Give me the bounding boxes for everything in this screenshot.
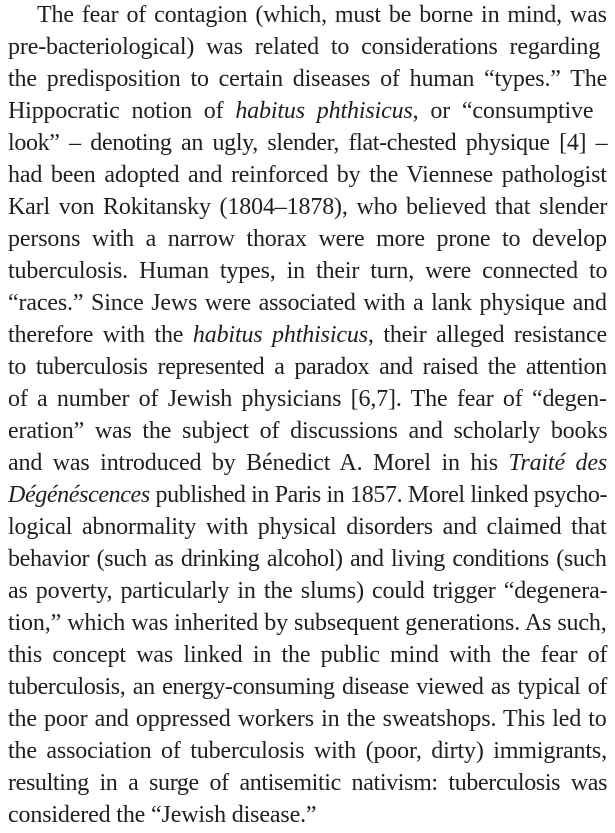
text-run: Hippocratic notion of <box>8 98 236 124</box>
text-run: Karl von Rokitansky (1804–1878), who believed that slender <box>8 194 608 220</box>
text-line <box>8 800 316 830</box>
text-line <box>8 672 607 702</box>
text-run: of a number of Jewish physicians [6,7]. The fear of “degen- <box>8 386 607 412</box>
text-line <box>37 0 607 30</box>
text-line <box>8 96 593 126</box>
text-line <box>8 640 607 670</box>
text-line <box>8 128 607 158</box>
text-run: tuberculosis. Human types, in their turn, were connected to <box>8 258 608 284</box>
text-line <box>8 288 607 318</box>
text-run: resulting in a surge of antisemitic nativism: tuberculosis was <box>8 770 608 796</box>
italic-term: habitus phthisicus <box>235 98 413 124</box>
text-line <box>8 416 607 446</box>
text-run: logical abnormality with physical disorders and claimed that <box>8 514 607 540</box>
text-line <box>8 320 607 350</box>
italic-term: habitus phthisicus <box>192 322 368 348</box>
text-run: The fear of contagion (which, must be borne in mind, was <box>37 2 607 28</box>
text-line <box>8 384 607 414</box>
text-line <box>8 736 607 766</box>
text-line <box>8 352 607 382</box>
text-run: tuberculosis, an energy-consuming disease viewed as typical of <box>8 674 607 700</box>
text-run: eration” was the subject of discussions and scholarly books <box>8 418 608 444</box>
text-run: the poor and oppressed workers in the sweatshops. This led to <box>8 706 607 732</box>
text-run: pre-bacteriological) was related to considerations regarding <box>8 34 601 60</box>
text-run: , their alleged resistance <box>367 322 608 348</box>
text-run: and was introduced by Bénedict A. Morel in his <box>8 450 509 476</box>
text-run: had been adopted and reinforced by the Viennese pathologist <box>8 162 607 188</box>
text-line <box>8 192 607 222</box>
text-line <box>8 224 607 254</box>
text-line <box>8 480 607 510</box>
text-run: the association of tuberculosis with (poor, dirty) immigrants, <box>8 738 607 764</box>
text-run: “races.” Since Jews were associated with a lank physique and <box>8 290 607 316</box>
text-line <box>8 256 607 286</box>
italic-term: Dégénéscences <box>8 482 150 508</box>
italic-term: Traité des <box>508 450 608 476</box>
text-run: as poverty, particularly in the slums) could trigger “degenera- <box>8 578 608 604</box>
text-run: the predisposition to certain diseases of human “types.” The <box>8 66 608 92</box>
text-run: therefore with the <box>8 322 193 348</box>
text-run: tion,” which was inherited by subsequent generations. As such, <box>8 610 607 636</box>
text-run: this concept was linked in the public mind with the fear of <box>8 642 608 668</box>
text-line <box>8 64 607 94</box>
text-run: considered the “Jewish disease.” <box>8 802 317 828</box>
text-run: behavior (such as drinking alcohol) and living conditions (such <box>8 546 607 572</box>
text-run: look” – denoting an ugly, slender, flat-chested physique [4] – <box>8 130 608 156</box>
text-run: to tuberculosis represented a paradox and raised the attention <box>8 354 607 380</box>
text-line <box>8 768 607 798</box>
text-line <box>8 512 607 542</box>
text-line <box>8 704 607 734</box>
text-run: published in Paris in 1857. Morel linked psycho- <box>149 482 608 508</box>
text-line <box>8 576 607 606</box>
text-run: , or “consumptive <box>412 98 594 124</box>
text-line <box>8 448 607 478</box>
text-line <box>8 608 607 638</box>
text-line <box>8 32 600 62</box>
text-line <box>8 544 607 574</box>
text-line <box>8 160 607 190</box>
text-run: persons with a narrow thorax were more prone to develop <box>8 226 607 252</box>
